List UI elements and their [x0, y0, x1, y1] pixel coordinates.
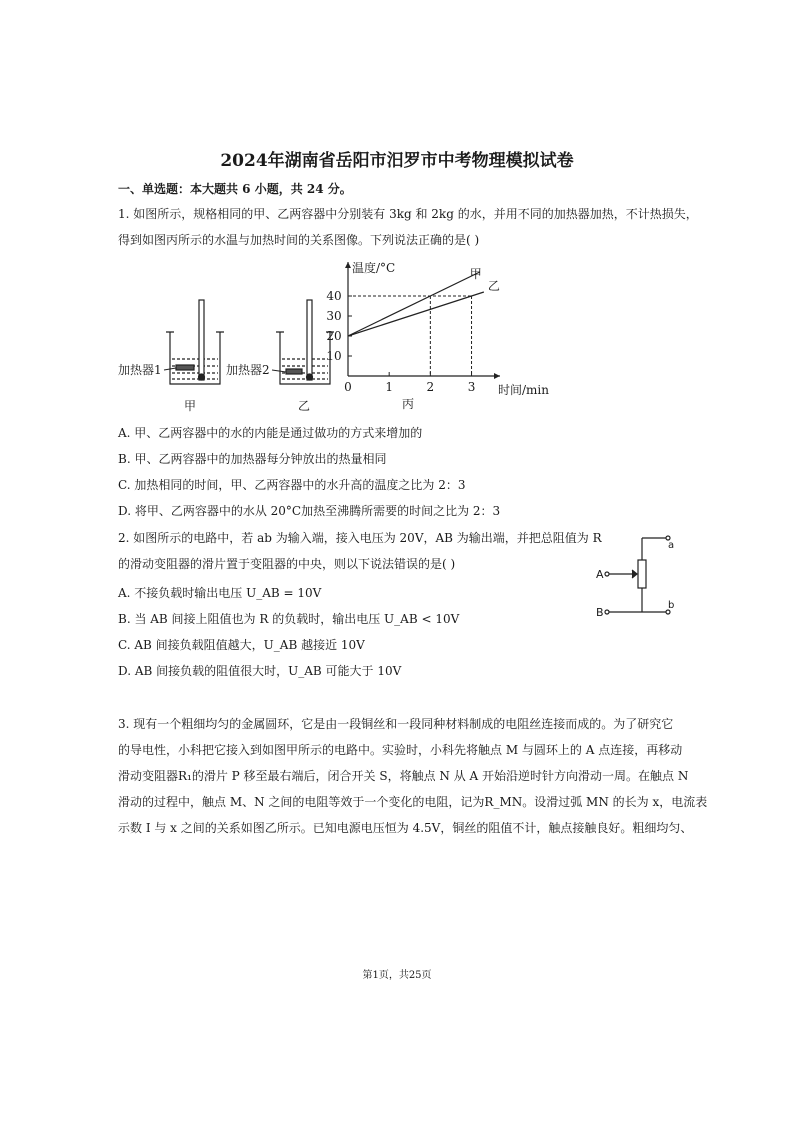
q3-line3: 滑动变阻器R₁的滑片 P 移至最右端后，闭合开关 S，将触点 N 从 A 开始沿逆时针方向滑动一周。在触点 N — [118, 769, 689, 783]
x-axis-label: 时间/min — [498, 383, 549, 397]
series-line-1 — [348, 272, 480, 336]
y-tick-label: 10 — [326, 349, 342, 363]
x-tick-label: 2 — [426, 380, 435, 394]
terminal-B-label: B — [596, 606, 604, 619]
q3-line4: 滑动的过程中，触点 M、N 之间的电阻等效于一个变化的电阻，记为R_MN。设滑过弧 MN 的长为 x，电流表 — [118, 795, 708, 809]
y-axis-arrow — [345, 262, 351, 268]
q1-option-d: D. 将甲、乙两容器中的水从 20°C加热至沸腾所需要的时间之比为 2：3 — [118, 504, 501, 518]
q1-figure — [112, 262, 552, 418]
y-tick-label: 40 — [326, 289, 342, 303]
caption-a: 甲 — [184, 399, 197, 413]
x-axis-arrow — [494, 373, 500, 379]
temperature-time-chart — [326, 262, 549, 397]
terminal-a-label: a — [668, 540, 675, 551]
section-heading: 一、单选题：本大题共 6 小题，共 24 分。 — [118, 182, 352, 196]
page-title: 2024年湖南省岳阳市汨罗市中考物理模拟试卷 — [220, 151, 574, 171]
y-tick-label: 20 — [326, 329, 342, 343]
x-tick-label: 0 — [344, 380, 352, 394]
q3-line2: 的导电性，小科把它接入到如图甲所示的电路中。实验时，小科先将触点 M 与圆环上的 A 点连接，再移动 — [118, 743, 683, 757]
q2-stem-line1: 2. 如图所示的电路中，若 ab 为输入端，接入电压为 20V，AB 为输出端，并把总阻值为 R — [118, 531, 602, 545]
x-tick-label: 3 — [467, 380, 476, 394]
q3-line1: 3. 现有一个粗细均匀的金属圆环，它是由一段铜丝和一段同种材料制成的电阻丝连接而成的。为了研究它 — [118, 717, 674, 731]
q3-line5: 示数 I 与 x 之间的关系如图乙所示。已知电源电压恒为 4.5V，铜丝的阻值不计，触点接触良好。粗细均匀、 — [118, 821, 693, 835]
heater1-label: 加热器1 — [118, 363, 162, 377]
series-label-1: 甲 — [469, 267, 482, 281]
y-tick-label: 30 — [326, 309, 342, 323]
q1-stem-line2: 得到如图丙所示的水温与加热时间的关系图像。下列说法正确的是( ) — [118, 233, 480, 247]
caption-c: 丙 — [402, 397, 415, 411]
x-tick-label: 1 — [385, 380, 393, 394]
series-line-2 — [348, 292, 484, 336]
terminal-A-label: A — [596, 568, 604, 581]
q2-stem-line2: 的滑动变阻器的滑片置于变阻器的中央，则以下说法错误的是( ) — [118, 557, 456, 571]
q2-option-d: D. AB 间接负载的阻值很大时，U_AB 可能大于 10V — [118, 664, 402, 678]
q2-option-c: C. AB 间接负载阻值越大，U_AB 越接近 10V — [118, 638, 365, 652]
q1-option-c: C. 加热相同的时间，甲、乙两容器中的水升高的温度之比为 2：3 — [118, 478, 466, 492]
caption-b: 乙 — [298, 399, 311, 413]
q2-option-a: A. 不接负载时输出电压 U_AB = 10V — [118, 586, 322, 600]
beaker-a-diagram — [166, 300, 224, 384]
q1-stem-line1: 1. 如图所示，规格相同的甲、乙两容器中分别装有 3kg 和 2kg 的水，并用不同的加热器加热，不计热损失， — [118, 207, 698, 221]
heater2-label: 加热器2 — [226, 363, 270, 377]
q2-circuit-diagram — [594, 530, 690, 626]
q1-option-b: B. 甲、乙两容器中的加热器每分钟放出的热量相同 — [118, 452, 387, 466]
page-footer: 第1页，共25页 — [362, 970, 432, 981]
y-axis-label: 温度/°C — [352, 262, 396, 275]
q2-option-b: B. 当 AB 间接上阻值也为 R 的负载时，输出电压 U_AB < 10V — [118, 612, 460, 626]
series-label-2: 乙 — [487, 279, 500, 293]
terminal-b-label: b — [668, 600, 675, 611]
q1-option-a: A. 甲、乙两容器中的水的内能是通过做功的方式来增加的 — [118, 426, 423, 440]
